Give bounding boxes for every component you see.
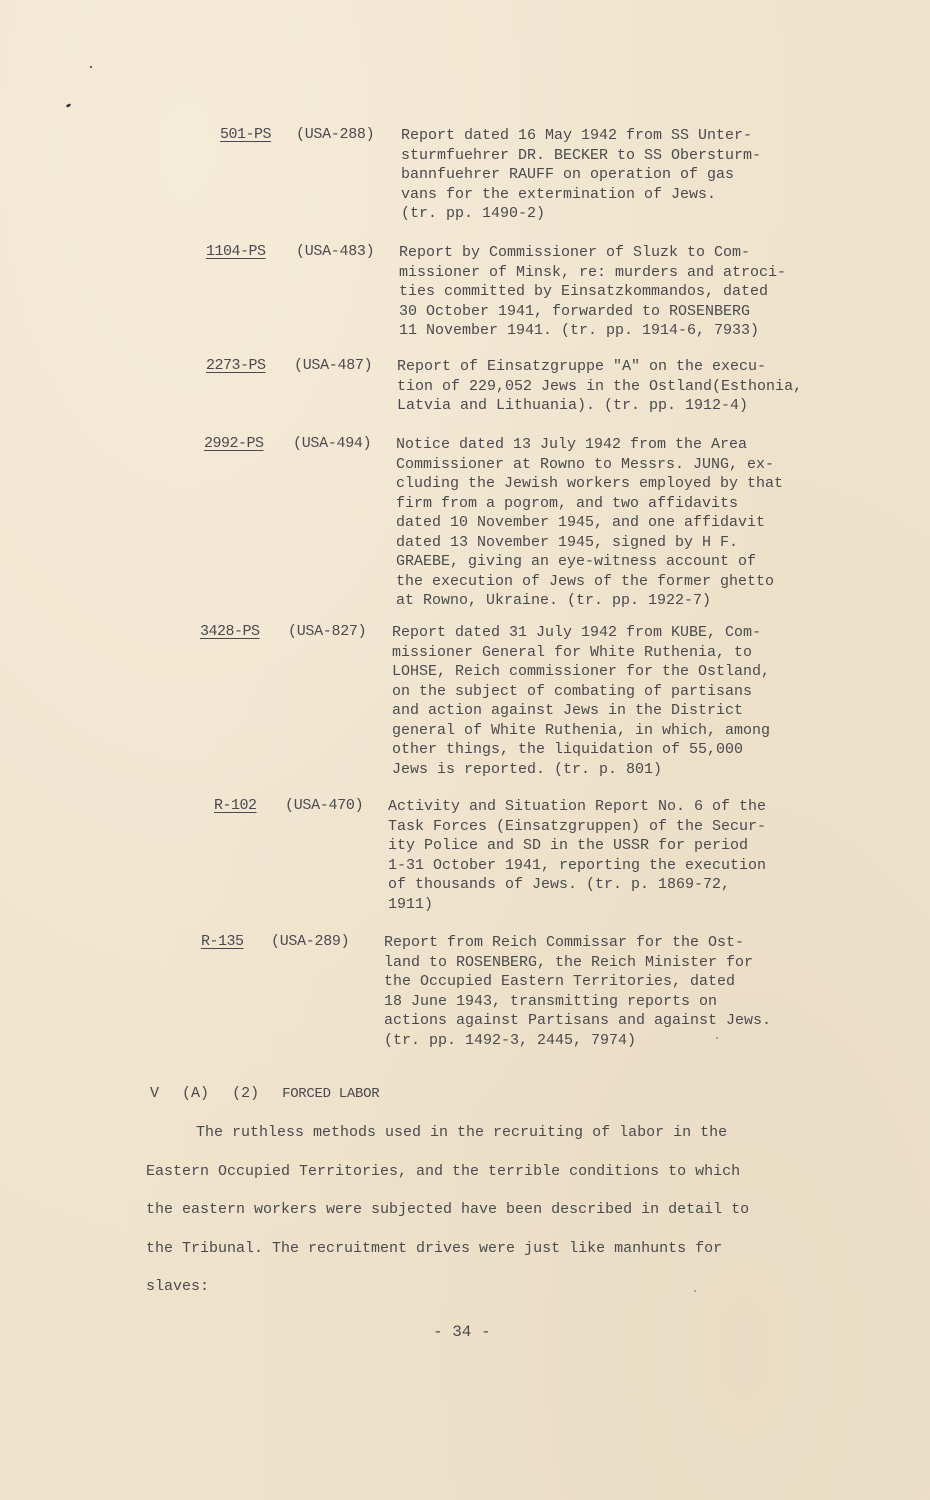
description-line: (tr. pp. 1492-3, 2445, 7974) — [384, 1031, 637, 1049]
description-line: 1-31 October 1941, reporting the execution — [388, 856, 767, 874]
exhibit-number: (USA-494) — [293, 435, 372, 452]
description-line: dated 10 November 1945, and one affidavit — [396, 514, 766, 531]
exhibit-number: (USA-827) — [288, 623, 367, 640]
exhibit-number: (USA-288) — [296, 126, 375, 143]
description-line: ity Police and SD in the USSR for period — [388, 837, 749, 854]
entry-description — [388, 797, 766, 914]
description-line: (tr. pp. 1490-2) — [401, 205, 546, 222]
section-title: FORCED LABOR — [282, 1086, 380, 1102]
document-id: R-135 — [201, 933, 244, 950]
description-line: on the subject of combating of partisans — [392, 682, 753, 700]
document-entry — [0, 435, 900, 609]
section-heading — [150, 1085, 379, 1102]
exhibit-number: (USA-470) — [285, 797, 364, 814]
description-line: the Occupied Eastern Territories, dated — [384, 973, 736, 990]
body-line: the Tribunal. The recruitment drives were just like manhunts for — [146, 1239, 723, 1257]
paper-speck — [66, 103, 72, 108]
description-line: vans for the extermination of Jews. — [401, 185, 717, 203]
exhibit-number: (USA-289) — [271, 933, 350, 950]
document-entry — [0, 623, 900, 778]
body-line: The ruthless methods used in the recruiting of labor in the — [196, 1124, 728, 1141]
description-line: missioner of Minsk, re: murders and atroci- — [399, 263, 787, 281]
description-line: missioner General for White Ruthenia, to — [392, 643, 753, 661]
exhibit-number: (USA-487) — [294, 357, 373, 374]
section-subnumber: (A) — [182, 1085, 210, 1102]
body-paragraph — [146, 1124, 806, 1317]
description-line: Notice dated 13 July 1942 from the Area — [396, 436, 748, 453]
description-line: dated 13 November 1945, signed by H F. — [396, 533, 739, 551]
description-line: sturmfuehrer DR. BECKER to SS Obersturm- — [401, 146, 762, 164]
entry-description — [399, 243, 786, 341]
description-line: Report dated 16 May 1942 from SS Unter- — [401, 127, 753, 144]
description-line: Task Forces (Einsatzgruppen) of the Secur- — [388, 817, 767, 835]
description-line: Report of Einsatzgruppe "A" on the execu- — [397, 358, 767, 375]
body-line: slaves: — [146, 1278, 210, 1295]
entry-description — [396, 435, 783, 611]
document-id: R-102 — [214, 797, 257, 814]
paper-speck — [90, 66, 92, 68]
description-line: ties committed by Einsatzkommandos, dated — [399, 283, 769, 300]
description-line: 30 October 1941, forwarded to ROSENBERG — [399, 302, 751, 320]
description-line: cluding the Jewish workers employed by that — [396, 475, 784, 492]
entry-description — [397, 357, 802, 416]
description-line: Report by Commissioner of Sluzk to Com- — [399, 244, 751, 261]
description-line: tion of 229,052 Jews in the Ostland(Esthonia, — [397, 377, 803, 395]
page-number: - 34 - — [433, 1323, 491, 1341]
description-line: other things, the liquidation of 55,000 — [392, 741, 744, 758]
document-entry — [0, 126, 900, 222]
description-line: Report dated 31 July 1942 from KUBE, Com- — [392, 624, 762, 641]
description-line: Activity and Situation Report No. 6 of the — [388, 798, 767, 815]
description-line: at Rowno, Ukraine. (tr. pp. 1922-7) — [396, 592, 712, 609]
document-entry — [0, 243, 900, 339]
description-line: 18 June 1943, transmitting reports on — [384, 992, 718, 1010]
entry-description — [392, 623, 770, 779]
section-number: V — [150, 1085, 160, 1102]
document-entry — [0, 797, 900, 913]
document-id: 1104-PS — [206, 243, 266, 260]
description-line: bannfuehrer RAUFF on operation of gas — [401, 166, 735, 183]
body-line: Eastern Occupied Territories, and the terrible conditions to which — [146, 1162, 741, 1180]
document-id: 501-PS — [220, 126, 272, 143]
description-line: Report from Reich Commissar for the Ost- — [384, 934, 745, 951]
exhibit-number: (USA-483) — [296, 243, 375, 260]
description-line: 1911) — [388, 895, 434, 913]
description-line: the execution of Jews of the former ghetto — [396, 572, 775, 590]
description-line: 11 November 1941. (tr. pp. 1914-6, 7933) — [399, 322, 760, 339]
description-line: firm from a pogrom, and two affidavits — [396, 494, 739, 512]
description-line: land to ROSENBERG, the Reich Minister for — [384, 953, 754, 971]
document-id: 3428-PS — [200, 623, 260, 640]
description-line: LOHSE, Reich commissioner for the Ostland, — [392, 663, 771, 680]
entry-description — [401, 126, 761, 224]
description-line: Commissioner at Rowno to Messrs. JUNG, ex- — [396, 455, 775, 473]
body-line: the eastern workers were subjected have been described in detail to — [146, 1201, 750, 1218]
document-id: 2992-PS — [204, 435, 264, 452]
document-entry — [0, 357, 900, 414]
description-line: GRAEBE, giving an eye-witness account of — [396, 553, 757, 570]
document-entry — [0, 933, 900, 1049]
entry-description — [384, 933, 771, 1050]
description-line: general of White Ruthenia, in which, among — [392, 721, 771, 739]
section-subnumber: (2) — [232, 1085, 260, 1102]
description-line: of thousands of Jews. (tr. p. 1869-72, — [388, 876, 731, 893]
document-id: 2273-PS — [206, 357, 266, 374]
description-line: Jews is reported. (tr. p. 801) — [392, 760, 663, 778]
description-line: Latvia and Lithuania). (tr. pp. 1912-4) — [397, 397, 749, 414]
description-line: actions against Partisans and against Jews. — [384, 1012, 772, 1029]
description-line: and action against Jews in the District — [392, 702, 744, 719]
